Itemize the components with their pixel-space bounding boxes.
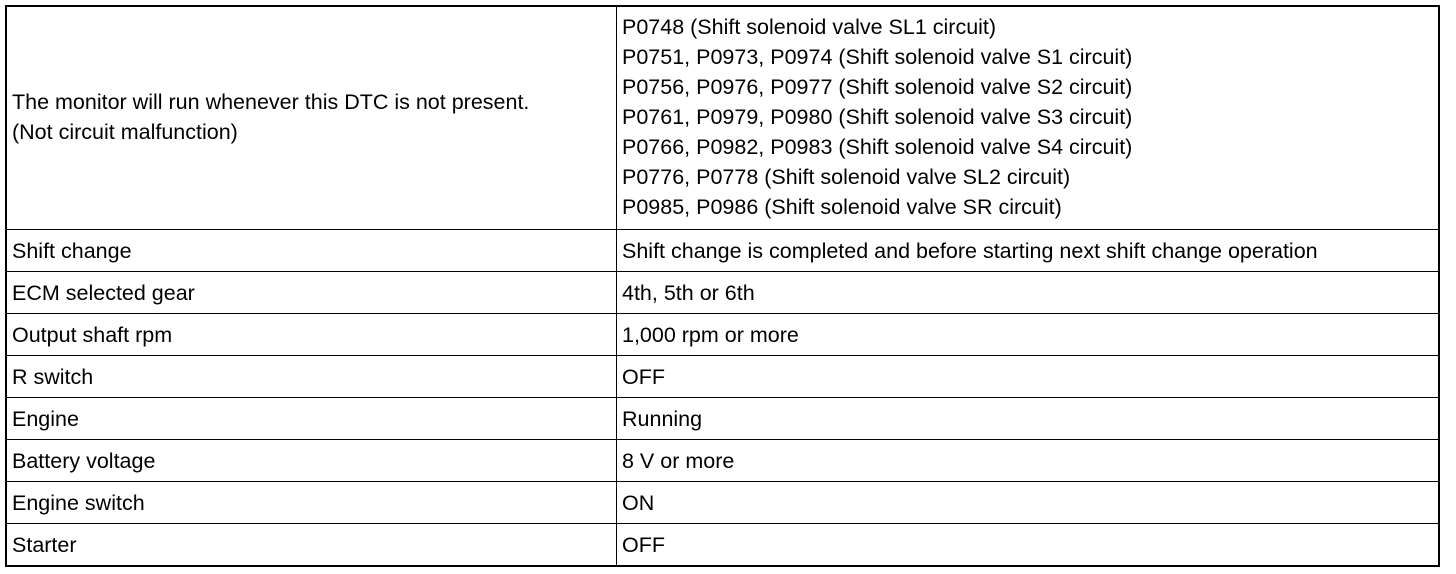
value-cell: 4th, 5th or 6th xyxy=(617,272,1440,314)
table-row xyxy=(6,230,1439,272)
dtc-line: P0985, P0986 (Shift solenoid valve SR circuit) xyxy=(622,195,1062,219)
condition-cell: Shift change xyxy=(6,230,617,272)
condition-cell: R switch xyxy=(6,356,617,398)
table-row xyxy=(6,356,1439,398)
condition-cell xyxy=(6,6,617,230)
condition-cell: Starter xyxy=(6,524,617,567)
value-cell: 8 V or more xyxy=(617,440,1440,482)
condition-cell: Output shaft rpm xyxy=(6,314,617,356)
table-row xyxy=(6,6,1439,230)
value-cell: OFF xyxy=(617,524,1440,567)
condition-cell: Battery voltage xyxy=(6,440,617,482)
value-cell: Running xyxy=(617,398,1440,440)
table-row xyxy=(6,314,1439,356)
table-row xyxy=(6,482,1439,524)
condition-cell: Engine switch xyxy=(6,482,617,524)
condition-cell: Engine xyxy=(6,398,617,440)
condition-line: (Not circuit malfunction) xyxy=(12,120,238,144)
value-cell: OFF xyxy=(617,356,1440,398)
dtc-line: P0751, P0973, P0974 (Shift solenoid valve S1 circuit) xyxy=(622,45,1133,69)
table-row xyxy=(6,524,1439,567)
table-row xyxy=(6,272,1439,314)
value-cell: ON xyxy=(617,482,1440,524)
dtc-line: P0748 (Shift solenoid valve SL1 circuit) xyxy=(622,15,997,39)
table-row xyxy=(6,398,1439,440)
condition-cell: ECM selected gear xyxy=(6,272,617,314)
value-cell: 1,000 rpm or more xyxy=(617,314,1440,356)
dtc-line: P0756, P0976, P0977 (Shift solenoid valve S2 circuit) xyxy=(622,75,1133,99)
dtc-line: P0766, P0982, P0983 (Shift solenoid valve S4 circuit) xyxy=(622,135,1133,159)
dtc-line: P0761, P0979, P0980 (Shift solenoid valve S3 circuit) xyxy=(622,105,1133,129)
monitor-conditions-table xyxy=(5,5,1440,567)
dtc-line: P0776, P0778 (Shift solenoid valve SL2 circuit) xyxy=(622,165,1071,189)
value-cell: Shift change is completed and before starting next shift change operation xyxy=(617,230,1440,272)
condition-line: The monitor will run whenever this DTC is not present. xyxy=(12,90,530,114)
value-cell xyxy=(617,6,1440,230)
monitor-conditions-table-container xyxy=(5,5,1440,567)
table-row xyxy=(6,440,1439,482)
